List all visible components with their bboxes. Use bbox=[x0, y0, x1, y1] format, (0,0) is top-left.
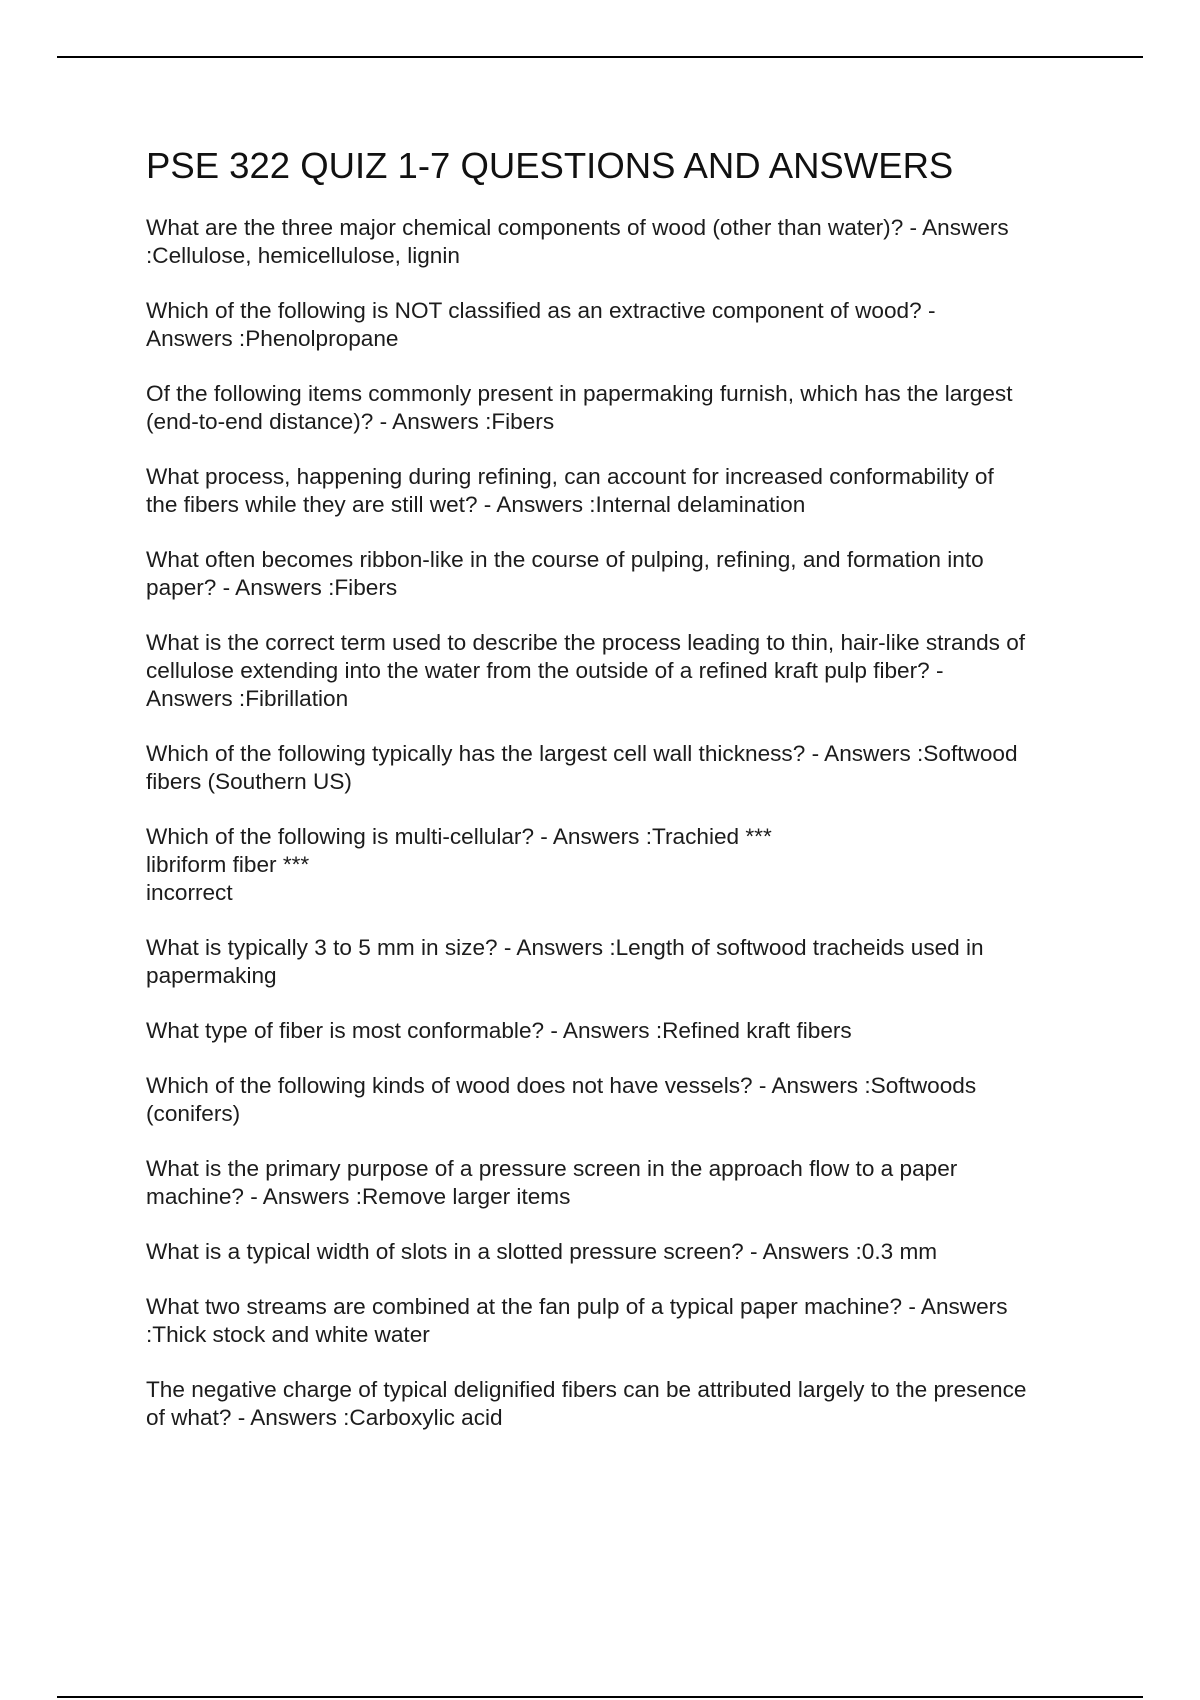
qa-item: Which of the following kinds of wood does not have vessels? - Answers :Softwoods (conifers) bbox=[146, 1073, 977, 1126]
qa-item: The negative charge of typical delignified fibers can be attributed largely to the presence of what? - Answers :Carboxylic acid bbox=[146, 1377, 1027, 1430]
bottom-rule bbox=[57, 1696, 1143, 1698]
qa-item: What process, happening during refining, can account for increased conformability of the fibers while they are still wet? - Answers :Internal delamination bbox=[146, 464, 994, 517]
qa-item: Which of the following is NOT classified as an extractive component of wood? - Answers :Phenolpropane bbox=[146, 298, 936, 351]
qa-item: Which of the following is multi-cellular? - Answers :Trachied *** libriform fiber *** incorrect bbox=[146, 824, 772, 905]
document-title: PSE 322 QUIZ 1-7 QUESTIONS AND ANSWERS bbox=[146, 145, 954, 186]
qa-item: What is the correct term used to describe the process leading to thin, hair-like strands of cellulose extending into the water from the outside of a refined kraft pulp fiber? - Answers :Fibrillation bbox=[146, 630, 1026, 711]
qa-item: What is a typical width of slots in a slotted pressure screen? - Answers :0.3 mm bbox=[146, 1239, 938, 1264]
qa-item: What is typically 3 to 5 mm in size? - Answers :Length of softwood tracheids used in papermaking bbox=[146, 935, 984, 988]
qa-item: Of the following items commonly present in papermaking furnish, which has the largest (end-to-end distance)? - Answers :Fibers bbox=[146, 381, 1013, 434]
document-body bbox=[146, 140, 1096, 1459]
top-rule bbox=[57, 56, 1143, 58]
qa-item: What often becomes ribbon-like in the course of pulping, refining, and formation into paper? - Answers :Fibers bbox=[146, 547, 984, 600]
qa-list bbox=[146, 214, 1096, 1432]
qa-item: What two streams are combined at the fan pulp of a typical paper machine? - Answers :Thick stock and white water bbox=[146, 1294, 1008, 1347]
qa-item: What is the primary purpose of a pressure screen in the approach flow to a paper machine? - Answers :Remove larger items bbox=[146, 1156, 958, 1209]
qa-item: What type of fiber is most conformable? - Answers :Refined kraft fibers bbox=[146, 1018, 852, 1043]
qa-item: Which of the following typically has the largest cell wall thickness? - Answers :Softwood fibers (Southern US) bbox=[146, 741, 1018, 794]
qa-item: What are the three major chemical components of wood (other than water)? - Answers :Cellulose, hemicellulose, lignin bbox=[146, 215, 1009, 268]
